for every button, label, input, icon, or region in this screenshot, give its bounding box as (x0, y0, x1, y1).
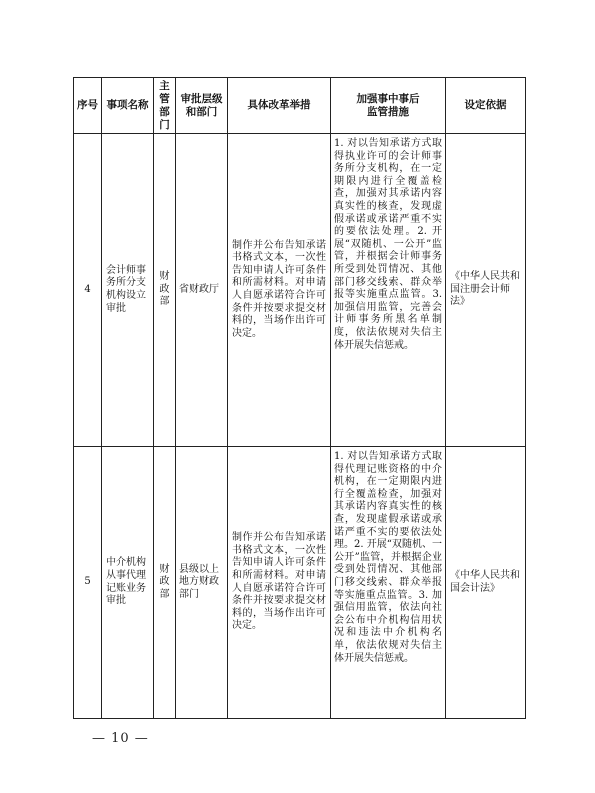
cell-level: 省财政厅 (176, 134, 228, 447)
header-basis: 设定依据 (446, 78, 526, 134)
header-name: 事项名称 (102, 78, 154, 134)
table-row (74, 134, 526, 447)
cell-reform: 制作并公布告知承诺书格式文本，一次性告知申请人许可条件和所需材料。对申请人自愿承诺符合许可条件并按要求提交材料的，当场作出许可决定。 (228, 447, 331, 719)
cell-num: 5 (74, 447, 102, 719)
cell-dept: 财政部 (154, 134, 176, 447)
cell-supervision: 1. 对以告知承诺方式取得执业许可的会计师事务所分支机构，在一定期限内进行全覆盖检查，加强对其承诺内容真实性的核查，发现虚假承诺或承诺严重不实的要依法处理。2. 开展“双随机、一公开”监管，并根据会计师事务所受到处罚情况、其他部门移交线索、群众举报等实施重点监管。3. 加强信用监管，完善会计师事务所黑名单制度，依法依规对失信主体开展失信惩戒。 (331, 134, 446, 447)
header-num: 序号 (74, 78, 102, 134)
header-dept: 主管部门 (154, 78, 176, 134)
header-reform: 具体改革举措 (228, 78, 331, 134)
cell-dept: 财政部 (154, 447, 176, 719)
cell-level: 县级以上地方财政部门 (176, 447, 228, 719)
cell-basis: 《中华人民共和国注册会计师法》 (446, 134, 526, 447)
table-row (74, 447, 526, 719)
cell-supervision: 1. 对以告知承诺方式取得代理记账资格的中介机构，在一定期限内进行全覆盖检查，加强对其承诺内容真实性的核查，发现虚假承诺或承诺严重不实的要依法处理。2. 开展“双随机、一公开”监管，并根据企业受到处罚情况、其他部门移交线索、群众举报等实施重点监管。3. 加强信用监管，依法向社会公布中介机构信用状况和违法中介机构名单，依法依规对失信主体开展失信惩戒。 (331, 447, 446, 719)
reform-table (73, 77, 526, 719)
page-number: — 10 — (92, 731, 149, 746)
table-header-row (74, 78, 526, 134)
cell-num: 4 (74, 134, 102, 447)
header-level: 审批层级和部门 (176, 78, 228, 134)
cell-basis: 《中华人民共和国会计法》 (446, 447, 526, 719)
header-supervision: 加强事中事后监管措施 (331, 78, 446, 134)
cell-name: 会计师事务所分支机构设立审批 (102, 134, 154, 447)
cell-reform: 制作并公布告知承诺书格式文本，一次性告知申请人许可条件和所需材料。对申请人自愿承诺符合许可条件并按要求提交材料的，当场作出许可决定。 (228, 134, 331, 447)
cell-name: 中介机构从事代理记账业务审批 (102, 447, 154, 719)
